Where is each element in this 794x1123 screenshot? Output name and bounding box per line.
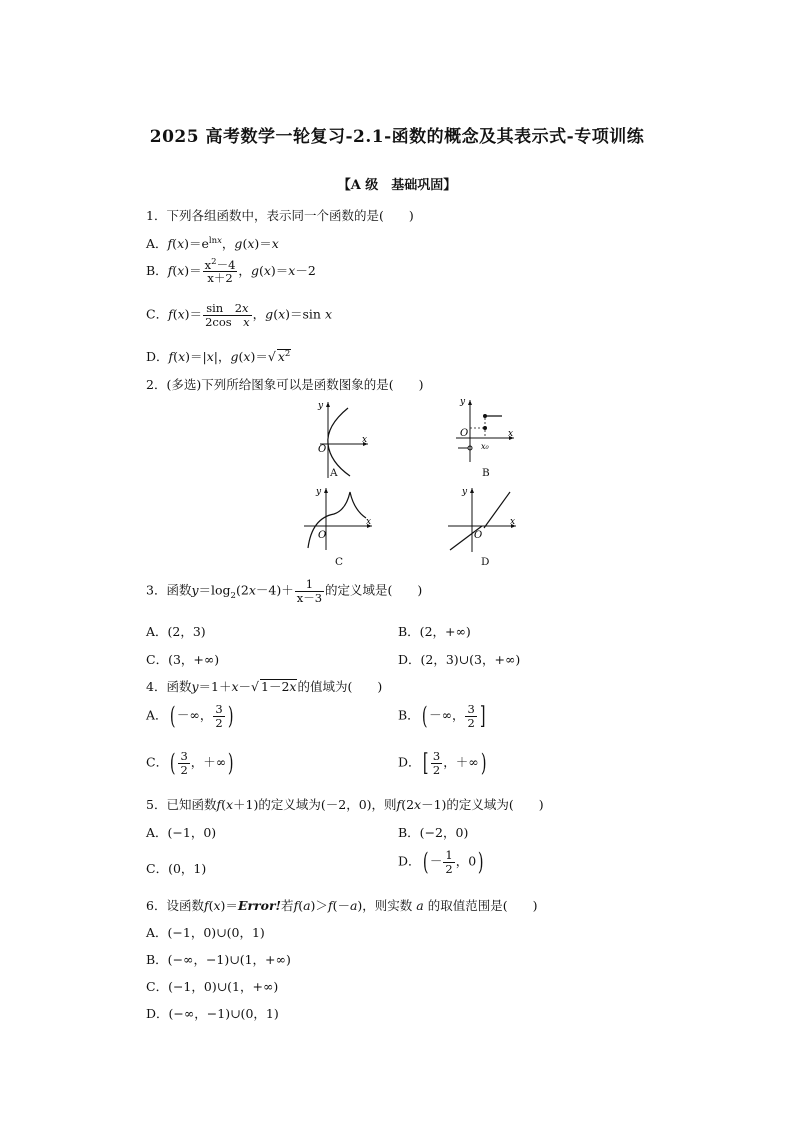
q1-option-a: A．$f(x)=e^{lnx}$，g(x)＝x [146,235,279,251]
page-title: 2025 高考数学一轮复习-2.1-函数的概念及其表示式-专项训练 [149,127,645,147]
q5-option-d: D．( － $\frac{1}{2}$ ，0) [398,848,484,877]
q1-option-b: B．f(x)＝ $\frac{x^2-4}{x+2}$ ，g(x)＝x－2 [146,257,316,286]
svg-text:x: x [508,429,514,439]
q1-option-c: C．f(x)＝ $\frac{\sin 2x}{\text{2cos x}}$ ，g(x)＝sin x [146,301,333,329]
q3-option-d: D．(2，3)∪(3，+∞) [398,652,521,667]
q5-option-a: A．(−1，0) [146,825,217,840]
y-axis-label: y [318,401,324,411]
q5-stem: 5．已知函数f(x＋1)的定义域为(－2，0)，则f(2x－1)的定义域为( ) [146,797,544,812]
q2-graph-d [444,484,524,554]
q3-option-a: A．(2，3) [146,624,206,639]
x0-label: x₀ [481,442,489,451]
svg-text:x: x [366,517,372,527]
q3-option-b: B．(2，+∞) [398,624,471,639]
q6-stem: 6．设函数f(x)＝Error!若f(a)＞f(－a)，则实数 a 的取值范围是( ) [146,898,538,913]
graph-c-caption: C [335,556,344,568]
x-axis-label: x [362,435,368,445]
graph-d-caption: D [481,556,490,568]
svg-text:x: x [510,517,516,527]
graph-b-caption: B [482,467,490,479]
q1-option-d: D．f(x)＝|x|，g(x)＝√ $x^2$ [146,348,291,364]
q6-option-b: B．(−∞，−1)∪(1，+∞) [146,952,291,967]
svg-text:O: O [474,530,483,541]
q4-option-c: C．( $\frac{3}{2}$ ，＋∞) [146,749,234,778]
q6-option-d: D．(−∞，−1)∪(0，1) [146,1006,279,1021]
q6-option-a: A．(−1，0)∪(0，1) [146,925,265,940]
q4-option-a: A．( －∞， $\frac{3}{2}$ ) [146,702,234,731]
svg-text:O: O [460,428,469,439]
graph-a-caption: A [330,467,338,479]
q1-stem: 1．下列各组函数中，表示同一个函数的是( ) [146,208,414,223]
svg-text:y: y [460,397,466,407]
q2-graph-c [300,484,380,554]
q2-stem: 2．(多选)下列所给图象可以是函数图象的是( ) [146,377,424,392]
q3-stem: 3．函数$y=\log_2(2x-4)+$ $\frac{1}{x-3}$ 的定义域是( ) [146,577,423,605]
svg-text:y: y [316,487,322,497]
q5-option-c: C．(0，1) [146,861,207,876]
q4-option-b: B．( －∞， $\frac{3}{2}$ ] [398,702,486,731]
q4-option-d: D．[ $\frac{3}{2}$ ，＋∞) [398,749,487,778]
q4-stem: 4．函数y＝1＋x－√ 1－2x的值域为( ) [146,679,383,694]
section-heading: 【A 级 基础巩固】 [337,178,457,193]
svg-text:y: y [462,487,468,497]
q3-option-c: C．(3，+∞) [146,652,220,667]
origin-label: O [318,444,327,455]
q5-option-b: B．(−2，0) [398,825,469,840]
svg-text:O: O [318,530,327,541]
q6-option-c: C．(−1，0)∪(1，+∞) [146,979,279,994]
